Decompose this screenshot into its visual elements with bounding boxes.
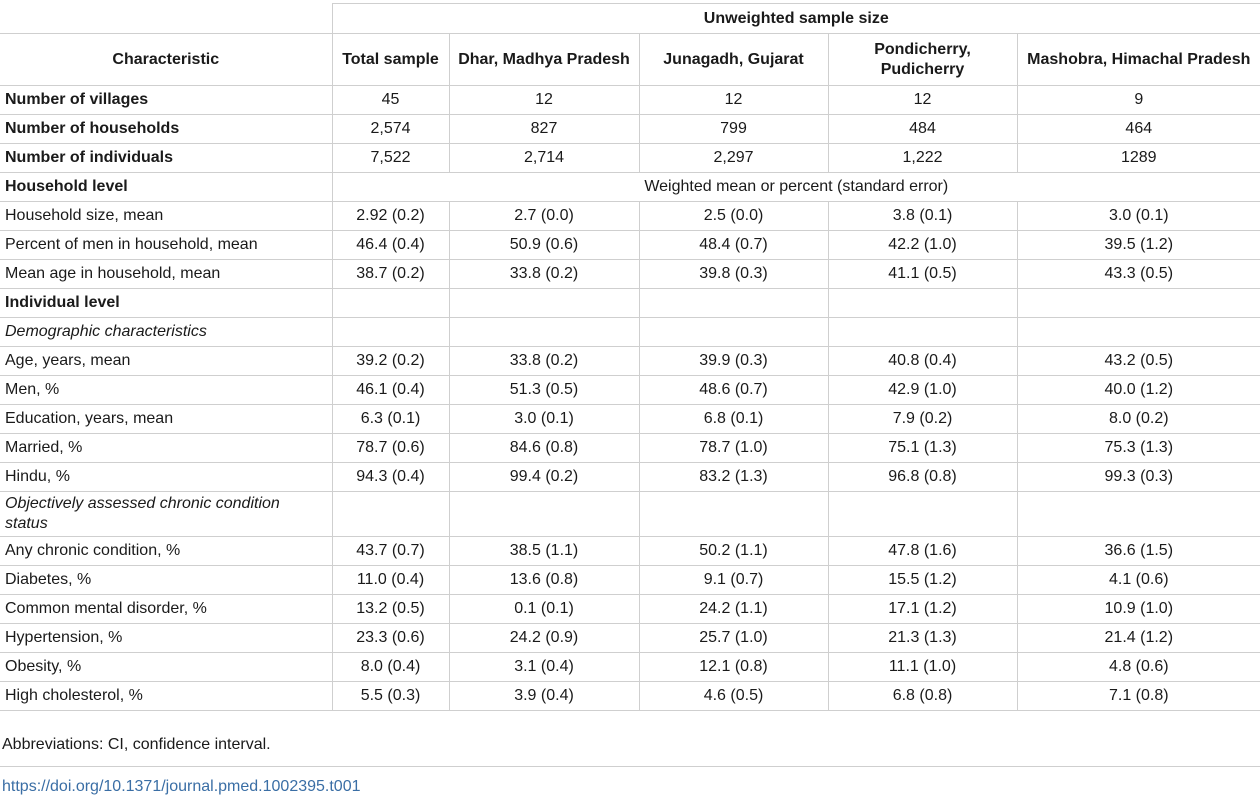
empty-cell [1017, 289, 1260, 318]
table-cell: 41.1 (0.5) [828, 260, 1017, 289]
empty-cell [828, 492, 1017, 537]
table-cell: 99.3 (0.3) [1017, 463, 1260, 492]
table-row [0, 115, 1260, 144]
row-label: Hindu, % [0, 463, 332, 492]
table-cell: 8.0 (0.2) [1017, 405, 1260, 434]
empty-cell [639, 318, 828, 347]
empty-cell [449, 492, 639, 537]
table-cell: 11.1 (1.0) [828, 653, 1017, 682]
row-label: Percent of men in household, mean [0, 231, 332, 260]
table-cell: 3.9 (0.4) [449, 682, 639, 711]
doi-link[interactable]: https://doi.org/10.1371/journal.pmed.1002395.t001 [2, 778, 361, 795]
table-cell: 33.8 (0.2) [449, 260, 639, 289]
table-body [0, 86, 1260, 711]
table-column-header-row [0, 34, 1260, 86]
row-label: Number of villages [0, 86, 332, 115]
row-label: High cholesterol, % [0, 682, 332, 711]
table-row [0, 231, 1260, 260]
empty-cell [332, 289, 449, 318]
row-label: Education, years, mean [0, 405, 332, 434]
empty-cell [828, 318, 1017, 347]
table-cell: 39.9 (0.3) [639, 347, 828, 376]
table-row [0, 463, 1260, 492]
table-row [0, 434, 1260, 463]
column-header: Total sample [332, 34, 449, 86]
table-cell: 799 [639, 115, 828, 144]
column-header: Pondicherry, Pudicherry [828, 34, 1017, 86]
table-cell: 12 [639, 86, 828, 115]
table-cell: 96.8 (0.8) [828, 463, 1017, 492]
table-row [0, 405, 1260, 434]
section-label: Household level [0, 173, 332, 202]
table-cell: 21.4 (1.2) [1017, 624, 1260, 653]
section-row-individual [0, 289, 1260, 318]
table-cell: 46.1 (0.4) [332, 376, 449, 405]
table-cell: 21.3 (1.3) [828, 624, 1017, 653]
section-label: Individual level [0, 289, 332, 318]
weighted-note: Weighted mean or percent (standard error) [332, 173, 1260, 202]
table-cell: 43.7 (0.7) [332, 537, 449, 566]
row-label: Married, % [0, 434, 332, 463]
group-header: Unweighted sample size [332, 4, 1260, 34]
data-table [0, 3, 1260, 711]
table-row [0, 202, 1260, 231]
table-cell: 78.7 (0.6) [332, 434, 449, 463]
table-cell: 39.5 (1.2) [1017, 231, 1260, 260]
table-cell: 13.6 (0.8) [449, 566, 639, 595]
row-label: Mean age in household, mean [0, 260, 332, 289]
table-cell: 94.3 (0.4) [332, 463, 449, 492]
table-cell: 6.8 (0.1) [639, 405, 828, 434]
table-cell: 7,522 [332, 144, 449, 173]
table-cell: 12 [828, 86, 1017, 115]
table-cell: 83.2 (1.3) [639, 463, 828, 492]
table-row [0, 537, 1260, 566]
table-cell: 1,222 [828, 144, 1017, 173]
table-cell: 464 [1017, 115, 1260, 144]
table-footnote: Abbreviations: CI, confidence interval. [2, 736, 271, 753]
table-cell: 1289 [1017, 144, 1260, 173]
table-cell: 46.4 (0.4) [332, 231, 449, 260]
table-row [0, 347, 1260, 376]
table-cell: 3.1 (0.4) [449, 653, 639, 682]
empty-cell [1017, 492, 1260, 537]
table-cell: 10.9 (1.0) [1017, 595, 1260, 624]
table-cell: 25.7 (1.0) [639, 624, 828, 653]
table-cell: 99.4 (0.2) [449, 463, 639, 492]
column-header: Mashobra, Himachal Pradesh [1017, 34, 1260, 86]
table-row [0, 260, 1260, 289]
table-cell: 33.8 (0.2) [449, 347, 639, 376]
row-label: Number of individuals [0, 144, 332, 173]
table-cell: 48.4 (0.7) [639, 231, 828, 260]
table-row [0, 624, 1260, 653]
row-label: Age, years, mean [0, 347, 332, 376]
table-cell: 43.2 (0.5) [1017, 347, 1260, 376]
empty-cell [1017, 318, 1260, 347]
table-cell: 2,297 [639, 144, 828, 173]
table-row [0, 86, 1260, 115]
row-label: Hypertension, % [0, 624, 332, 653]
characteristic-header: Characteristic [0, 34, 332, 86]
table-cell: 39.2 (0.2) [332, 347, 449, 376]
table-cell: 48.6 (0.7) [639, 376, 828, 405]
table-cell: 42.2 (1.0) [828, 231, 1017, 260]
table-cell: 3.0 (0.1) [449, 405, 639, 434]
table-cell: 2,574 [332, 115, 449, 144]
empty-header-cell [0, 4, 332, 34]
table-cell: 24.2 (0.9) [449, 624, 639, 653]
table-row [0, 566, 1260, 595]
column-header: Junagadh, Gujarat [639, 34, 828, 86]
table-cell: 3.0 (0.1) [1017, 202, 1260, 231]
empty-cell [332, 492, 449, 537]
table-cell: 9.1 (0.7) [639, 566, 828, 595]
table-cell: 75.1 (1.3) [828, 434, 1017, 463]
table-cell: 827 [449, 115, 639, 144]
table-cell: 24.2 (1.1) [639, 595, 828, 624]
table-cell: 51.3 (0.5) [449, 376, 639, 405]
section-label: Demographic characteristics [0, 318, 332, 347]
table-cell: 12.1 (0.8) [639, 653, 828, 682]
table-cell: 50.2 (1.1) [639, 537, 828, 566]
row-label: Obesity, % [0, 653, 332, 682]
table-row [0, 595, 1260, 624]
table-cell: 5.5 (0.3) [332, 682, 449, 711]
section-row-household [0, 173, 1260, 202]
table-cell: 17.1 (1.2) [828, 595, 1017, 624]
table-cell: 8.0 (0.4) [332, 653, 449, 682]
section-label: Objectively assessed chronic condition status [0, 492, 332, 537]
table-cell: 23.3 (0.6) [332, 624, 449, 653]
table-cell: 75.3 (1.3) [1017, 434, 1260, 463]
table-cell: 2.7 (0.0) [449, 202, 639, 231]
table-cell: 36.6 (1.5) [1017, 537, 1260, 566]
row-label: Diabetes, % [0, 566, 332, 595]
table-cell: 15.5 (1.2) [828, 566, 1017, 595]
table-row [0, 653, 1260, 682]
empty-cell [639, 492, 828, 537]
table-cell: 2.5 (0.0) [639, 202, 828, 231]
table-row [0, 682, 1260, 711]
table-cell: 484 [828, 115, 1017, 144]
table-cell: 78.7 (1.0) [639, 434, 828, 463]
table-cell: 40.0 (1.2) [1017, 376, 1260, 405]
subsection-row-chronic [0, 492, 1260, 537]
table-cell: 6.8 (0.8) [828, 682, 1017, 711]
table-cell: 4.1 (0.6) [1017, 566, 1260, 595]
table-cell: 50.9 (0.6) [449, 231, 639, 260]
table-cell: 12 [449, 86, 639, 115]
table-row [0, 376, 1260, 405]
empty-cell [449, 289, 639, 318]
table-row [0, 144, 1260, 173]
table-cell: 9 [1017, 86, 1260, 115]
table-cell: 4.6 (0.5) [639, 682, 828, 711]
empty-cell [449, 318, 639, 347]
table-cell: 6.3 (0.1) [332, 405, 449, 434]
table-cell: 84.6 (0.8) [449, 434, 639, 463]
table-cell: 40.8 (0.4) [828, 347, 1017, 376]
table-cell: 39.8 (0.3) [639, 260, 828, 289]
table-cell: 47.8 (1.6) [828, 537, 1017, 566]
table-cell: 2.92 (0.2) [332, 202, 449, 231]
table-cell: 3.8 (0.1) [828, 202, 1017, 231]
empty-cell [639, 289, 828, 318]
column-header: Dhar, Madhya Pradesh [449, 34, 639, 86]
empty-cell [332, 318, 449, 347]
row-label: Common mental disorder, % [0, 595, 332, 624]
subsection-row-demographic [0, 318, 1260, 347]
table-cell: 38.5 (1.1) [449, 537, 639, 566]
table-cell: 7.1 (0.8) [1017, 682, 1260, 711]
table-cell: 0.1 (0.1) [449, 595, 639, 624]
row-label: Any chronic condition, % [0, 537, 332, 566]
table-cell: 45 [332, 86, 449, 115]
empty-cell [828, 289, 1017, 318]
table-cell: 43.3 (0.5) [1017, 260, 1260, 289]
table-cell: 4.8 (0.6) [1017, 653, 1260, 682]
table-cell: 13.2 (0.5) [332, 595, 449, 624]
row-label: Number of households [0, 115, 332, 144]
row-label: Men, % [0, 376, 332, 405]
table-cell: 2,714 [449, 144, 639, 173]
table-group-header-row [0, 4, 1260, 34]
table-cell: 7.9 (0.2) [828, 405, 1017, 434]
table-cell: 38.7 (0.2) [332, 260, 449, 289]
table-cell: 42.9 (1.0) [828, 376, 1017, 405]
row-label: Household size, mean [0, 202, 332, 231]
table-cell: 11.0 (0.4) [332, 566, 449, 595]
divider [0, 766, 1260, 767]
